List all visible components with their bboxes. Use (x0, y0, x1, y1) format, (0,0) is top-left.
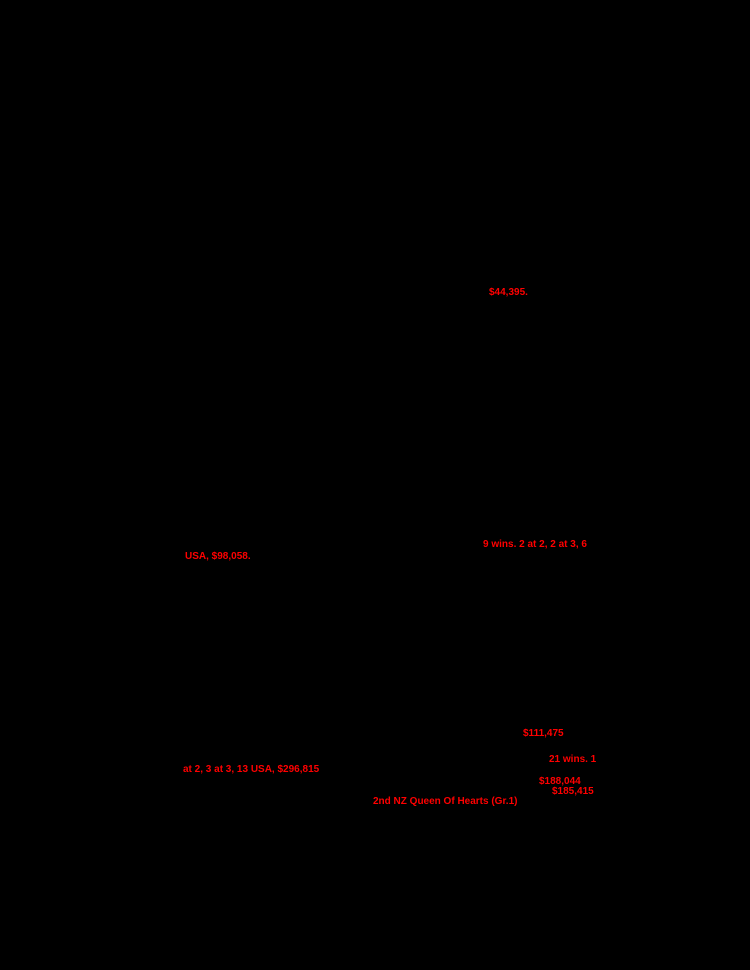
earnings-highlight-5: $185,415 (552, 786, 594, 797)
race-record-earnings-highlight: at 2, 3 at 3, 13 USA, $296,815 (183, 764, 320, 775)
race-record-highlight-2: 21 wins. 1 (549, 754, 597, 765)
earnings-highlight-1: $44,395. (489, 287, 528, 298)
earnings-highlight-2: USA, $98,058. (185, 551, 251, 562)
earnings-highlight-3: $111,475 (523, 728, 564, 739)
race-record-highlight-1: 9 wins. 2 at 2, 2 at 3, 6 (483, 539, 587, 550)
race-placing-highlight: 2nd NZ Queen Of Hearts (Gr.1) (373, 796, 518, 807)
earnings-highlight-4: $188,044 (539, 776, 581, 787)
